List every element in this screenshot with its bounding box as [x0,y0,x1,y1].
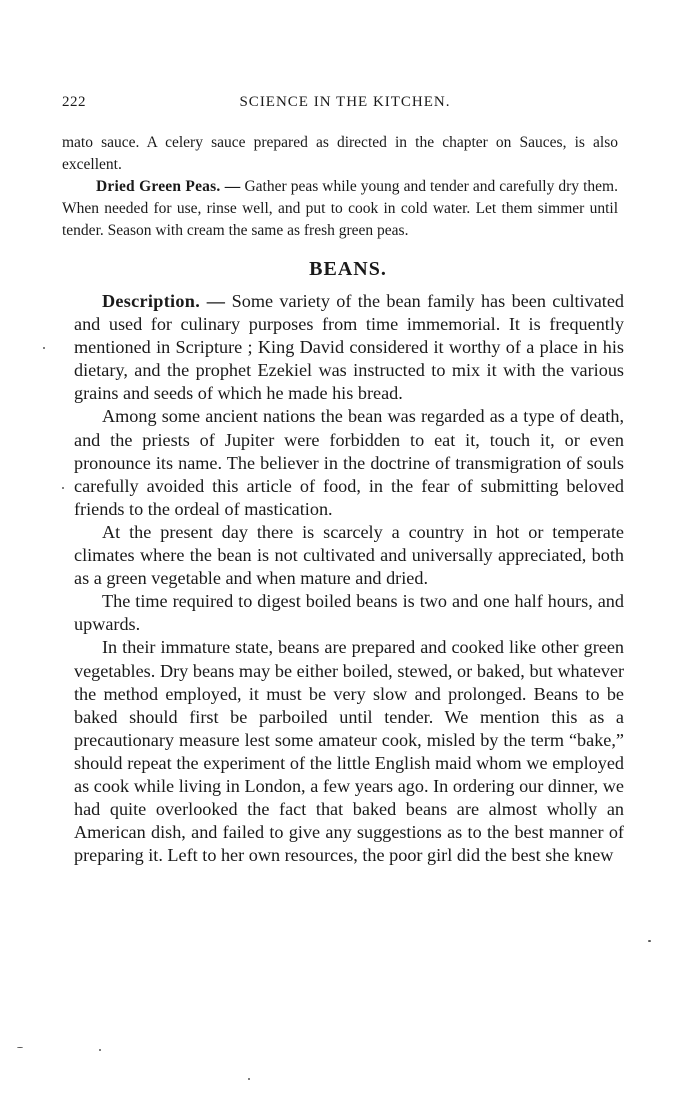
paragraph-ancient-nations: Among some ancient nations the bean was regarded as a type of death, and the priests of Jupiter were forbidden to eat it, touch it, or even pronounce its name. The believer in the doctrine of transmigration of souls carefully avoided this article of food, in the fear of submitting beloved friends to the ordeal of mastication. [74,406,624,519]
dried-green-peas-lead: Dried Green Peas. — [96,178,241,195]
paragraph-immature-state: In their immature state, beans are prepared and cooked like other green vegetables. Dry beans may be either boiled, stewed, or baked, but whatever the method employed, it must be very slow and prolonged. Beans to be baked should first be parboiled until tender. We mention this as a precautionary measure lest some amateur cook, misled by the term “bake,” should repeat the experiment of the little English maid whom we employed as cook while living in London, a few years ago. In ordering our dinner, we had quite overlooked the fact that baked beans are almost wholly an American dish, and failed to give any suggestions as to the best manner of preparing it. Left to her own resources, the poor girl did the best she knew [74,637,624,866]
paragraph-digestion: The time required to digest boiled beans is two and one half hours, and upwards. [74,591,624,635]
scan-speck [99,1049,101,1051]
scan-speck [648,940,651,942]
description-lead: Description. — [102,291,226,311]
page-header [62,94,628,116]
paragraph-present-day: At the present day there is scarcely a country in hot or temperate climates where the bean is not cultivated and universally appreciated, both as a green vegetable and when mature and dried. [74,521,624,589]
dried-green-peas-text: Gather peas while young and tender and carefully dry them. When needed for use, rinse well, and put to cook in cold water. Let them simmer until tender. Season with cream the same as fresh green peas. [62,178,618,239]
section-heading: BEANS. [309,258,387,280]
page-number: 222 [62,94,86,110]
running-title: SCIENCE IN THE KITCHEN. [239,94,451,110]
dried-green-peas-paragraph [62,176,618,242]
scan-speck [62,487,64,489]
dried-green-peas-block [62,176,618,242]
continuation-paragraph: mato sauce. A celery sauce prepared as directed in the chapter on Sauces, is also excellent. [62,134,618,173]
description-paragraph [74,290,624,405]
scan-speck [248,1078,250,1080]
scan-speck [43,347,45,349]
description-text: Some variety of the bean family has been cultivated and used for culinary purposes from time immemorial. It is frequently mentioned in Scripture ; King David considered it worthy of a place in his dietary, and the prophet Ezekiel was instructed to mix it with the various grains and seeds of which he made his bread. [74,291,624,404]
continuation-block [62,132,618,176]
beans-body [74,290,624,867]
scan-speck [17,1047,23,1048]
